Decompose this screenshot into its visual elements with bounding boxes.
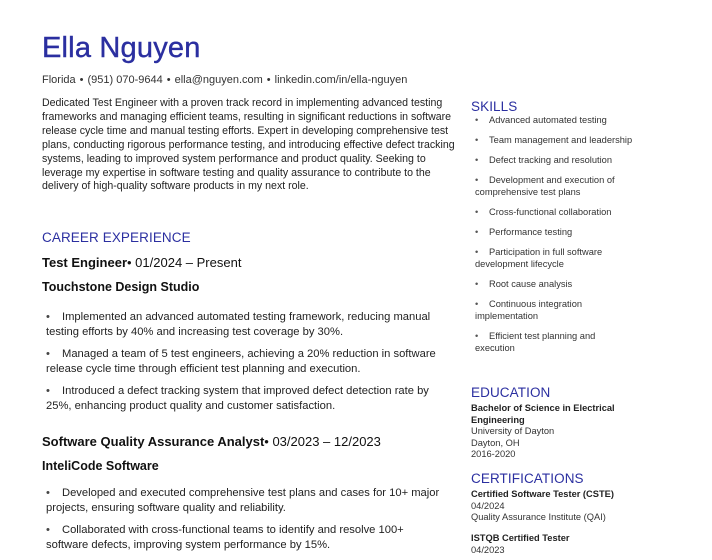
bullet-icon: • <box>475 279 479 289</box>
company-1: Touchstone Design Studio <box>42 280 200 294</box>
bullet-icon: • <box>475 227 479 237</box>
location: Florida <box>42 74 76 86</box>
certification-entry <box>471 489 651 524</box>
skill-item: • Root cause analysis <box>475 279 573 289</box>
job-title-1 <box>42 255 241 270</box>
certification-name: ISTQB Certified Tester <box>471 533 570 543</box>
separator: • <box>79 74 84 86</box>
bullet-icon: • <box>475 299 479 309</box>
bullet-icon: • <box>46 487 50 499</box>
professional-summary: Dedicated Test Engineer with a proven track record in implementing advanced testing frameworks and managing efficient teams, resulting in significant reductions in software release cycle time and manual testing efforts. Expert in developing comprehensive test plans, conducting rigorous performance testing, and introducing effective defect tracking systems, leading to improved system performance and product quality. Seeking to leverage my expertise in software testing and quality assurance to contribute to the delivery of high-quality software products in my next role. <box>42 97 455 193</box>
bullet-icon: • <box>475 207 479 217</box>
education-entry <box>471 403 651 461</box>
bullet-icon: • <box>475 155 479 165</box>
contact-line <box>42 74 407 86</box>
section-title-certifications: CERTIFICATIONS <box>471 471 584 486</box>
skill-item: • Defect tracking and resolution <box>475 155 612 165</box>
list-item: • Introduced a defect tracking system that improved defect detection rate by 25%, enhancing product quality and customer satisfaction. <box>46 385 429 412</box>
list-item: • Collaborated with cross-functional teams to identify and resolve 100+ software defects, improving system performance by 15%. <box>46 524 404 551</box>
job-title-2 <box>42 434 381 449</box>
bullet-icon: • <box>46 524 50 537</box>
skill-item: • Cross-functional collaboration <box>475 207 612 217</box>
job-2-bullets <box>46 486 446 560</box>
bullet-icon: • <box>46 348 50 361</box>
school-location: Dayton, OH <box>471 437 520 448</box>
certification-date: 04/2023 <box>471 544 505 555</box>
skills-list <box>474 114 634 362</box>
job-1-bullets <box>46 310 446 422</box>
separator: • <box>166 74 171 86</box>
section-title-skills: SKILLS <box>471 99 518 114</box>
skill-item: • Efficient test planning and execution <box>475 331 596 353</box>
education-years: 2016-2020 <box>471 449 516 460</box>
email-link[interactable]: ella@nguyen.com <box>174 74 263 86</box>
degree: Bachelor of Science in Electrical Engineering <box>471 403 615 425</box>
phone: (951) 070-9644 <box>87 74 163 86</box>
job-role: Software Quality Assurance Analyst <box>42 434 265 449</box>
candidate-name: Ella Nguyen <box>42 32 201 64</box>
bullet-icon: • <box>475 115 479 125</box>
job-dates: • 01/2024 – Present <box>127 255 242 270</box>
linkedin-link[interactable]: linkedin.com/in/ella-nguyen <box>274 74 408 86</box>
job-dates: • 03/2023 – 12/2023 <box>264 434 381 449</box>
list-item: • Managed a team of 5 test engineers, achieving a 20% reduction in software release cycle time through efficient test planning and execution. <box>46 348 436 375</box>
bullet-icon: • <box>475 331 479 341</box>
bullet-icon: • <box>475 135 479 145</box>
certification-date: 04/2024 <box>471 500 505 511</box>
list-item: • Implemented an advanced automated testing framework, reducing manual testing efforts by 40% and increasing test coverage by 30%. <box>46 311 431 338</box>
skill-item: • Continuous integration implementation <box>475 299 583 321</box>
company-2: InteliCode Software <box>42 459 159 473</box>
bullet-icon: • <box>475 247 479 257</box>
section-title-experience: CAREER EXPERIENCE <box>42 230 191 245</box>
separator: • <box>266 74 271 86</box>
section-title-education: EDUCATION <box>471 385 551 400</box>
skill-item: • Development and execution of comprehensive test plans <box>475 175 615 197</box>
list-item: • Developed and executed comprehensive test plans and cases for 10+ major projects, ensuring software quality and reliability. <box>46 487 440 514</box>
skill-item: • Performance testing <box>475 227 573 237</box>
skill-item: • Participation in full software development lifecycle <box>475 247 603 269</box>
certification-issuer: Quality Assurance Institute (QAI) <box>471 512 606 523</box>
bullet-icon: • <box>46 385 50 398</box>
skill-item: • Advanced automated testing <box>475 115 607 125</box>
certification-name: Certified Software Tester (CSTE) <box>471 489 614 499</box>
bullet-icon: • <box>46 311 50 323</box>
school: University of Dayton <box>471 426 555 437</box>
bullet-icon: • <box>475 175 479 185</box>
skill-item: • Team management and leadership <box>475 135 633 145</box>
certification-entry <box>471 533 651 556</box>
job-role: Test Engineer <box>42 255 128 270</box>
